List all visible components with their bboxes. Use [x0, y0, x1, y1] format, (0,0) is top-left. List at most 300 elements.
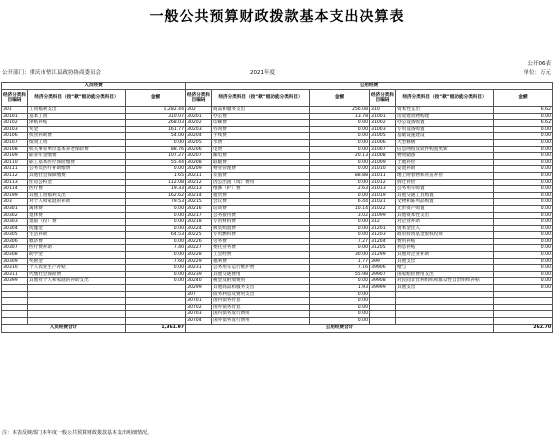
cell-code: 30218: [186, 219, 212, 226]
cell-name: 劳务费: [212, 238, 310, 245]
section-public: 公用经费: [186, 83, 553, 90]
cell-amount: 0.00: [494, 212, 553, 219]
cell-code: 31007: [370, 146, 396, 153]
cell-code: 31008: [370, 153, 396, 160]
cell-amount: 0.00: [494, 245, 553, 252]
cell-amount: 54.00: [126, 133, 186, 140]
cell-amount: 112.08: [126, 179, 186, 186]
cell-amount: 0.00: [494, 139, 553, 146]
cell-amount: 0.00: [310, 318, 370, 325]
cell-code: 31022: [370, 205, 396, 212]
cell-code: 31011: [370, 172, 396, 179]
cell-amount: 0.00: [494, 186, 553, 193]
cell-name: 文物和陈列品购置: [396, 199, 494, 206]
empty-cell: [494, 304, 553, 311]
cell-name: 绩效工资: [28, 139, 126, 146]
cell-name: 职工基本医疗保险缴费: [28, 159, 126, 166]
cell-amount: 0.00: [310, 120, 370, 127]
cell-name: 商品和服务支出: [212, 107, 310, 114]
cell-code: 30199: [2, 192, 28, 199]
cell-name: 印刷费: [212, 120, 310, 127]
cell-name: 基础设施建设: [396, 133, 494, 140]
empty-cell: [494, 291, 553, 298]
col-name-header: 经济分类科目（按“款”级功能分类科目）: [212, 90, 310, 107]
cell-amount: 0.00: [310, 304, 370, 311]
cell-amount: 7.16: [310, 265, 370, 272]
cell-code: 30299: [186, 285, 212, 292]
cell-name: 取暖费: [212, 159, 310, 166]
cell-amount: 20.13: [310, 153, 370, 160]
cell-amount: 0.00: [126, 212, 186, 219]
cell-amount: 0.00: [494, 225, 553, 232]
table-row: [2, 304, 553, 311]
table-row: [2, 285, 553, 292]
empty-cell: [396, 291, 494, 298]
empty-cell: [494, 298, 553, 305]
cell-name: 培训费: [212, 205, 310, 212]
empty-cell: [370, 318, 396, 325]
cell-code: 302: [186, 107, 212, 114]
cell-amount: 0.00: [494, 271, 553, 278]
empty-cell: [2, 298, 28, 305]
cell-amount: 0.00: [310, 192, 370, 199]
cell-amount: 0.00: [494, 232, 553, 239]
empty-cell: [126, 285, 186, 292]
cell-name: 国内债务发行费用: [212, 311, 310, 318]
cell-code: 30306: [2, 238, 28, 245]
cell-name: 物资储备: [396, 153, 494, 160]
cell-code: 30101: [2, 113, 28, 120]
cell-code: 31006: [370, 139, 396, 146]
cell-code: 31205: [370, 245, 396, 252]
empty-cell: [370, 304, 396, 311]
cell-name: 土地补偿: [396, 159, 494, 166]
table-row: [2, 245, 553, 252]
personnel-total-label: 人员经费合计: [2, 324, 126, 332]
cell-code: 31001: [370, 113, 396, 120]
cell-name: 国外债务付息: [212, 304, 310, 311]
cell-amount: 0.00: [310, 278, 370, 285]
table-row: [2, 126, 553, 133]
cell-code: 30239: [186, 271, 212, 278]
table-row: [2, 238, 553, 245]
page-title: 一般公共预算财政拨款基本支出决算表: [149, 9, 405, 25]
cell-amount: 3.02: [310, 212, 370, 219]
table-row: [2, 298, 553, 305]
table-row: [2, 205, 553, 212]
cell-name: 助学金: [28, 252, 126, 259]
cell-name: 津贴补贴: [28, 120, 126, 127]
cell-name: 奖励金: [28, 258, 126, 265]
empty-cell: [126, 291, 186, 298]
table-row: [2, 225, 553, 232]
cell-amount: 1.65: [126, 172, 186, 179]
expenditure-table: [1, 82, 553, 333]
empty-cell: [494, 318, 553, 325]
cell-code: 30301: [2, 205, 28, 212]
cell-code: 31019: [370, 192, 396, 199]
cell-code: 39908: [370, 278, 396, 285]
cell-amount: 310.07: [126, 113, 186, 120]
cell-amount: 0.00: [310, 126, 370, 133]
cell-code: 30213: [186, 186, 212, 193]
cell-code: 30208: [186, 159, 212, 166]
cell-name: 办公设备购置: [396, 120, 494, 127]
cell-amount: 0.00: [494, 285, 553, 292]
cell-amount: 0.00: [494, 265, 553, 272]
cell-code: 30226: [186, 238, 212, 245]
cell-amount: 162.62: [126, 192, 186, 199]
cell-name: 费用补贴: [396, 238, 494, 245]
cell-amount: 7.27: [310, 238, 370, 245]
footnote: 注：本表反映部门本年度一般公共预算财政拨款基本支出明细情况。: [2, 430, 153, 436]
cell-code: 30203: [186, 126, 212, 133]
cell-amount: 0.00: [494, 252, 553, 259]
cell-code: 31005: [370, 133, 396, 140]
cell-name: 公务员医疗补助缴费: [28, 166, 126, 173]
cell-code: 39907: [370, 271, 396, 278]
cell-amount: 55.98: [310, 271, 370, 278]
cell-name: 其他交通工具购置: [396, 192, 494, 199]
table-row: [2, 159, 553, 166]
cell-name: 地上附着物和青苗补偿: [396, 172, 494, 179]
cell-amount: 161.77: [126, 126, 186, 133]
cell-amount: 0.00: [126, 225, 186, 232]
cell-amount: 19.33: [126, 186, 186, 193]
empty-cell: [396, 298, 494, 305]
table-row: [2, 265, 553, 272]
empty-cell: [2, 304, 28, 311]
cell-amount: 64.53: [126, 232, 186, 239]
cell-code: 30704: [186, 318, 212, 325]
cell-name: 手续费: [212, 133, 310, 140]
cell-code: 30211: [186, 172, 212, 179]
table-row: [2, 252, 553, 259]
empty-cell: [126, 304, 186, 311]
cell-code: 399: [370, 258, 396, 265]
cell-amount: 0.00: [310, 225, 370, 232]
cell-name: 机关事业单位基本养老保险费: [28, 146, 126, 153]
cell-code: 31009: [370, 159, 396, 166]
cell-name: 代缴社会保险费: [28, 271, 126, 278]
cell-amount: 6.62: [494, 120, 553, 127]
cell-code: 31204: [370, 238, 396, 245]
cell-code: 30225: [186, 232, 212, 239]
cell-amount: 1,282.44: [126, 107, 186, 114]
cell-name: 退休费: [28, 212, 126, 219]
table-row: [2, 318, 553, 325]
cell-name: 其他商品和服务支出: [212, 285, 310, 292]
cell-code: 301: [2, 107, 28, 114]
cell-amount: 0.00: [126, 205, 186, 212]
cell-amount: 0.00: [494, 238, 553, 245]
col-amount-header: 金额: [126, 90, 186, 107]
empty-cell: [2, 318, 28, 325]
cell-name: 债务利息及费用支出: [212, 291, 310, 298]
col-code-header: 经济分类科目编码: [2, 90, 28, 107]
empty-cell: [396, 311, 494, 318]
empty-cell: [28, 291, 126, 298]
cell-code: 30110: [2, 159, 28, 166]
cell-code: 30207: [186, 153, 212, 160]
cell-code: 30114: [2, 186, 28, 193]
cell-name: 委托业务费: [212, 245, 310, 252]
cell-name: 邮电费: [212, 153, 310, 160]
empty-cell: [370, 298, 396, 305]
cell-name: 被装购置费: [212, 225, 310, 232]
table-row: [2, 139, 553, 146]
cell-name: 福利费: [212, 258, 310, 265]
cell-name: 国外债务发行费用: [212, 318, 310, 325]
cell-amount: 0.00: [310, 245, 370, 252]
cell-code: 30204: [186, 133, 212, 140]
year-label: 2021年度: [250, 70, 275, 76]
cell-name: 专用燃料费: [212, 232, 310, 239]
cell-amount: 0.00: [310, 179, 370, 186]
cell-code: 30212: [186, 179, 212, 186]
cell-name: 工资福利支出: [28, 107, 126, 114]
cell-amount: 0.00: [126, 139, 186, 146]
cell-name: 资本金注入: [396, 225, 494, 232]
cell-name: 信息网络及软件购置更新: [396, 146, 494, 153]
cell-amount: 0.00: [310, 139, 370, 146]
cell-amount: 0.00: [126, 238, 186, 245]
table-row: [2, 232, 553, 239]
table-row: [2, 199, 553, 206]
cell-amount: 0.00: [310, 219, 370, 226]
empty-cell: [28, 304, 126, 311]
cell-code: 30224: [186, 225, 212, 232]
table-row: [2, 311, 553, 318]
cell-name: 公务用车购置: [396, 186, 494, 193]
cell-code: 30113: [2, 179, 28, 186]
cell-code: 30106: [2, 133, 28, 140]
table-row: [2, 153, 553, 160]
section-personnel: 人员经费: [2, 83, 186, 90]
cell-code: 30107: [2, 139, 28, 146]
cell-name: 其他工资福利支出: [28, 192, 126, 199]
cell-name: 专用材料费: [212, 219, 310, 226]
cell-code: 31299: [370, 252, 396, 259]
cell-amount: 0.00: [126, 252, 186, 259]
cell-amount: 0.00: [494, 166, 553, 173]
empty-cell: [28, 318, 126, 325]
cell-code: 30240: [186, 278, 212, 285]
cell-name: 住房公积金: [28, 179, 126, 186]
empty-cell: [28, 311, 126, 318]
cell-amount: 55.44: [126, 159, 186, 166]
cell-amount: 79.53: [126, 199, 186, 206]
table-row: [2, 133, 553, 140]
cell-amount: 0.00: [310, 133, 370, 140]
cell-name: 基本工资: [28, 113, 126, 120]
cell-name: 无形资产购置: [396, 205, 494, 212]
cell-code: 30303: [2, 219, 28, 226]
cell-name: 物业管理费: [212, 166, 310, 173]
cell-code: 31021: [370, 199, 396, 206]
cell-name: 会议费: [212, 199, 310, 206]
cell-name: 资本性支出: [396, 107, 494, 114]
cell-name: 生活补助: [28, 232, 126, 239]
cell-code: 30228: [186, 252, 212, 259]
table-row: [2, 172, 553, 179]
cell-name: 电费: [212, 146, 310, 153]
cell-amount: 0.00: [494, 113, 553, 120]
cell-amount: 0.00: [126, 166, 186, 173]
cell-name: 对民间非营利组织和群众性自治组织补贴: [396, 278, 494, 285]
cell-code: 31201: [370, 225, 396, 232]
cell-name: 其他对个人和家庭的补助支出: [28, 278, 126, 285]
table-row: [2, 120, 553, 127]
cell-code: 30206: [186, 146, 212, 153]
cell-code: 30214: [186, 192, 212, 199]
empty-cell: [396, 304, 494, 311]
col-name-header: 经济分类科目（按“款”级功能分类科目）: [28, 90, 126, 107]
cell-amount: 30.00: [310, 252, 370, 259]
cell-code: 312: [370, 219, 396, 226]
cell-code: 30201: [186, 113, 212, 120]
cell-amount: 13.78: [310, 113, 370, 120]
cell-code: 31099: [370, 212, 396, 219]
cell-name: 专用设备购置: [396, 126, 494, 133]
cell-code: 31002: [370, 120, 396, 127]
unit-label: 单位：万元: [523, 70, 551, 76]
empty-cell: [126, 318, 186, 325]
cell-code: 30231: [186, 265, 212, 272]
cell-code: 30311: [2, 271, 28, 278]
col-name-header: 经济分类科目（按“款”级功能分类科目）: [396, 90, 494, 107]
cell-name: 医疗费补助: [28, 245, 126, 252]
cell-code: 30215: [186, 199, 212, 206]
cell-amount: 1.77: [310, 258, 370, 265]
table-row: [2, 278, 553, 285]
empty-cell: [370, 291, 396, 298]
cell-name: 公务接待费: [212, 212, 310, 219]
cell-amount: 0.00: [494, 192, 553, 199]
cell-amount: 0.00: [494, 199, 553, 206]
cell-amount: 7.40: [126, 245, 186, 252]
empty-cell: [126, 298, 186, 305]
cell-name: 其他支出: [396, 285, 494, 292]
cell-name: 离休费: [28, 205, 126, 212]
cell-name: 租赁费: [212, 192, 310, 199]
cell-name: 对个人和家庭的补助: [28, 199, 126, 206]
cell-amount: 88.76: [126, 146, 186, 153]
cell-amount: 0.00: [310, 291, 370, 298]
cell-code: 303: [2, 199, 28, 206]
cell-amount: 6.44: [310, 199, 370, 206]
cell-code: 30216: [186, 205, 212, 212]
cell-name: 国家赔偿费用支出: [396, 271, 494, 278]
cell-name: 房屋建筑物购建: [396, 113, 494, 120]
cell-amount: 0.00: [126, 278, 186, 285]
empty-cell: [396, 318, 494, 325]
cell-code: 30202: [186, 120, 212, 127]
cell-code: 30304: [2, 225, 28, 232]
table-row: [2, 258, 553, 265]
cell-code: 30102: [2, 120, 28, 127]
cell-name: 大型修缮: [396, 139, 494, 146]
cell-code: 31003: [370, 126, 396, 133]
cell-amount: 0.00: [126, 265, 186, 272]
cell-code: 30227: [186, 245, 212, 252]
cell-name: 政府投资基金股权投资: [396, 232, 494, 239]
cell-code: 30399: [2, 278, 28, 285]
cell-amount: 256.08: [310, 107, 370, 114]
cell-amount: 0.00: [310, 146, 370, 153]
cell-code: 30111: [2, 166, 28, 173]
cell-amount: 1.93: [310, 285, 370, 292]
cell-name: 维修（护）费: [212, 186, 310, 193]
cell-code: 30307: [2, 245, 28, 252]
cell-code: 30305: [2, 232, 28, 239]
col-amount-header: 金额: [310, 90, 370, 107]
cell-code: 307: [186, 291, 212, 298]
cell-name: 其他对企业补助: [396, 252, 494, 259]
cell-name: 拆迁补偿: [396, 179, 494, 186]
cell-name: 职业年金缴费: [28, 153, 126, 160]
cell-name: 公务用车运行维护费: [212, 265, 310, 272]
cell-amount: 0.00: [494, 179, 553, 186]
cell-amount: 0.00: [494, 159, 553, 166]
cell-name: 其他资本性支出: [396, 212, 494, 219]
cell-amount: 107.27: [126, 153, 186, 160]
cell-name: 对企业补助: [396, 219, 494, 226]
cell-name: 退职（役）费: [28, 219, 126, 226]
cell-name: 工会经费: [212, 252, 310, 259]
cell-code: 31203: [370, 232, 396, 239]
table-row: [2, 146, 553, 153]
cell-amount: 6.62: [494, 107, 553, 114]
cell-code: 30701: [186, 298, 212, 305]
cell-amount: 0.00: [494, 133, 553, 140]
cell-name: 办公费: [212, 113, 310, 120]
cell-name: 咨询费: [212, 126, 310, 133]
cell-name: 其他社会保障缴费: [28, 172, 126, 179]
cell-name: 国内债务付息: [212, 298, 310, 305]
cell-name: 安置补助: [396, 166, 494, 173]
table-row: [2, 107, 553, 114]
cell-amount: 0.00: [494, 126, 553, 133]
cell-code: 31010: [370, 166, 396, 173]
cell-amount: 10.14: [310, 205, 370, 212]
cell-name: 差旅费: [212, 172, 310, 179]
table-row: [2, 186, 553, 193]
cell-amount: 0.00: [494, 153, 553, 160]
cell-name: 水费: [212, 139, 310, 146]
cell-name: 利息补贴: [396, 245, 494, 252]
cell-code: 31013: [370, 186, 396, 193]
cell-amount: 7.60: [126, 258, 186, 265]
cell-amount: 0.00: [494, 205, 553, 212]
cell-amount: 268.03: [126, 120, 186, 127]
table-row: [2, 179, 553, 186]
table-row: [2, 192, 553, 199]
cell-name: 个人农业生产补贴: [28, 265, 126, 272]
cell-amount: 2.63: [310, 186, 370, 193]
expenditure-table-container: [1, 82, 552, 333]
cell-code: 30217: [186, 212, 212, 219]
form-number: 公开06表: [527, 61, 551, 67]
empty-cell: [28, 298, 126, 305]
cell-code: 39999: [370, 285, 396, 292]
cell-name: 其他支出: [396, 258, 494, 265]
empty-cell: [494, 311, 553, 318]
cell-amount: 0.00: [494, 278, 553, 285]
empty-cell: [370, 311, 396, 318]
cell-amount: 0.00: [310, 298, 370, 305]
empty-cell: [28, 285, 126, 292]
